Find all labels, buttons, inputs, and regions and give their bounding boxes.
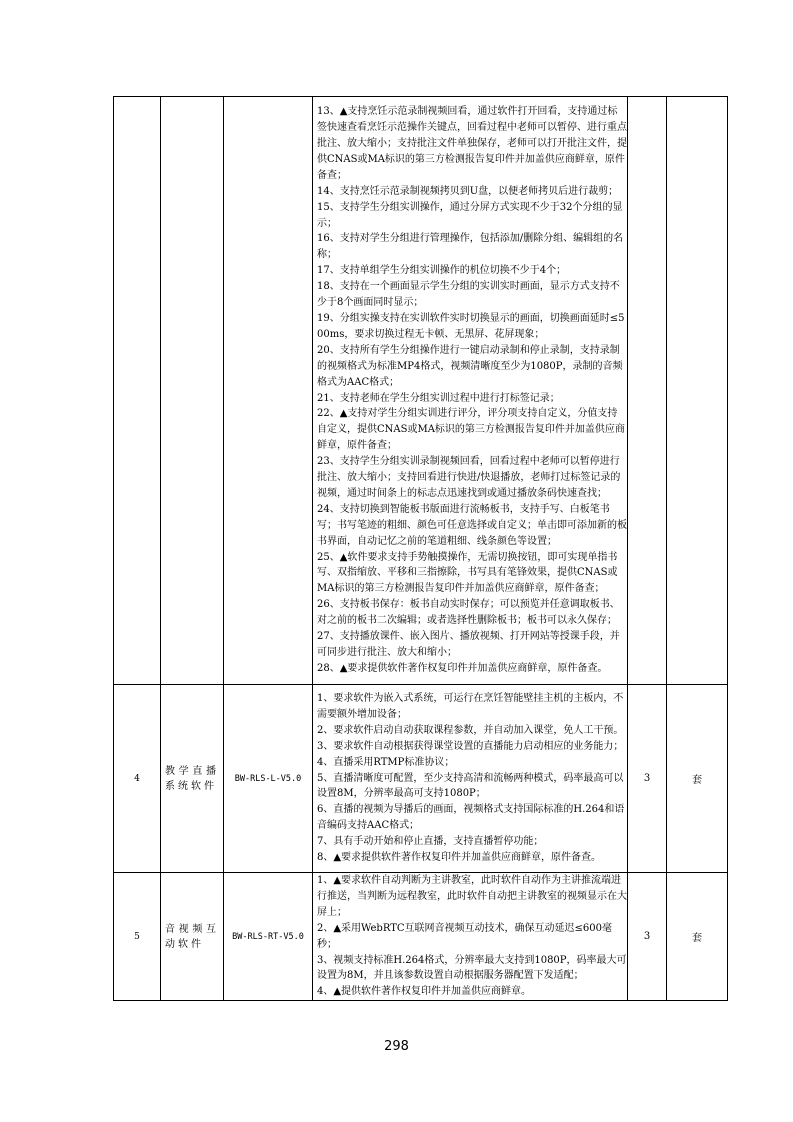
spec-line: 22、▲支持对学生分组实训进行评分，评分项支持自定义，分值支持自定义，提供CNAS或MA标识的第三方检测报告复印件并加盖供应商鲜章，原件备查；: [317, 408, 625, 452]
item-quantity-cell: [628, 97, 667, 685]
spec-line: 16、支持对学生分组进行管理操作，包括添加/删除分组、编辑组的名称；: [317, 233, 624, 261]
item-model-cell: [224, 97, 313, 685]
item-spec-cell: [313, 685, 628, 873]
table-row: [114, 97, 728, 685]
spec-line: 27、支持播放课件、嵌入图片、播放视频、打开网站等授课手段，并可同步进行批注、放大和缩小；: [317, 631, 620, 658]
item-number-cell: 4: [114, 685, 161, 873]
item-unit-cell: 套: [667, 685, 728, 873]
spec-line: 1、要求软件为嵌入式系统，可运行在烹饪智能壁挂主机的主板内，不需要额外增加设备；: [317, 693, 624, 720]
spec-line: 4、▲提供软件著作权复印件并加盖供应商鲜章。: [317, 986, 532, 998]
item-number-cell: 5: [114, 873, 161, 1001]
table-row: [114, 685, 728, 873]
item-spec-cell: [313, 873, 628, 1001]
spec-line: 14、支持烹饪示范录制视频拷贝到U盘，以便老师拷贝后进行裁剪；: [317, 185, 619, 197]
item-number-cell: [114, 97, 161, 685]
item-unit-cell: 套: [667, 873, 728, 1001]
spec-line: 8、▲要求提供软件著作权复印件并加盖供应商鲜章，原件备查。: [317, 852, 602, 864]
spec-line: 17、支持单组学生分组实训操作的机位切换不少于4个；: [317, 265, 567, 277]
spec-line: 1、▲要求软件自动判断为主讲教室，此时软件自动作为主讲推流端进行推送，当判断为远程教室，此时软件自动把主讲教室的视频显示在大屏上；: [317, 875, 627, 918]
item-unit-cell: [667, 97, 728, 685]
spec-line: 28、▲要求提供软件著作权复印件并加盖供应商鲜章，原件备查。: [317, 662, 608, 674]
item-name-cell: 音视频互动软件: [161, 873, 224, 1001]
spec-line: 3、视频支持标准H.264格式，分辨率最大支持到1080P，码率最大可设置为8M，并且该参数设置自动根据服务器配置下发适配；: [317, 954, 627, 982]
spec-line: 19、分组实操支持在实训软件实时切换显示的画面，切换画面延时≤500ms，要求切换过程无卡顿、无黑屏、花屏现象；: [317, 312, 625, 340]
spec-table: [113, 96, 728, 1001]
spec-line: 5、直播清晰度可配置，至少支持高清和流畅两种模式，码率最高可以设置8M，分辨率最高可支持1080P；: [317, 772, 624, 800]
spec-line: 6、直播的视频为导播后的画面，视频格式支持国际标准的H.264和语音编码支持AAC格式；: [317, 804, 625, 832]
spec-line: 3、要求软件自动根据获得课堂设置的直播能力启动相应的业务能力；: [317, 740, 624, 752]
page-number: 298: [384, 1039, 409, 1054]
spec-line: 4、直播采用RTMP标准协议；: [317, 756, 455, 768]
spec-line: 20、支持所有学生分组操作进行一键启动录制和停止录制，支持录制的视频格式为标准MP4格式，视频清晰度至少为1080P，录制的音频格式为AAC格式；: [317, 344, 623, 388]
item-model-cell: BW-RLS-L-V5.0: [224, 685, 313, 873]
item-name-cell: 教学直播系统软件: [161, 685, 224, 873]
spec-line: 25、▲软件要求支持手势触摸操作，无需切换按钮，即可实现单指书写、双指缩放、平移和三指擦除，书写具有笔锋效果，提供CNAS或MA标识的第三方检测报告复印件并加盖供应商鲜章，原件备查；: [317, 551, 618, 595]
item-spec-cell: [313, 97, 628, 685]
item-model-cell: BW-RLS-RT-V5.0: [224, 873, 313, 1001]
item-name-cell: [161, 97, 224, 685]
spec-line: 15、支持学生分组实训操作，通过分屏方式实现不少于32个分组的显示；: [317, 201, 623, 229]
spec-line: 24、支持切换到智能板书版面进行流畅板书，支持手写、白板笔书写；书写笔迹的粗细、颜色可任意选择或自定义；单击即可添加新的板书界面，自动记忆之前的笔道粗细、线条颜色等设置；: [317, 503, 627, 547]
spec-line: 21、支持老师在学生分组实训过程中进行打标签记录；: [317, 392, 560, 404]
spec-line: 2、要求软件启动自动获取课程参数，并自动加入课堂，免人工干预。: [317, 724, 624, 736]
table-row: [114, 873, 728, 1001]
spec-table-body: [114, 97, 728, 1001]
item-quantity-cell: 3: [628, 873, 667, 1001]
spec-line: 13、▲支持烹饪示范录制视频回看，通过软件打开回看，支持通过标签快速查看烹饪示范操作关键点，回看过程中老师可以暂停、进行重点批注、放大缩小；支持批注文件单独保存，老师可以打开批注文件，提供CNAS或MA标识的第三方检测报告复印件并加盖供应商鲜章，原件备查；: [317, 106, 627, 181]
spec-line: 26、支持板书保存：板书自动实时保存；可以预览并任意调取板书、对之前的板书二次编辑；或者选择性删除板书；板书可以永久保存；: [317, 599, 620, 627]
item-quantity-cell: 3: [628, 685, 667, 873]
spec-line: 7、具有手动开始和停止直播，支持直播暂停功能；: [317, 836, 544, 848]
spec-line: 23、支持学生分组实训录制视频回看，回看过程中老师可以暂停进行批注、放大缩小；支持回看进行快进/快退播放，老师打过标签记录的视频，通过时间条上的标志点迅速找到或通过播放条码快速查找；: [317, 456, 621, 499]
spec-line: 2、▲采用WebRTC互联网音视频互动技术，确保互动延迟≤600毫秒；: [317, 922, 612, 950]
spec-line: 18、支持在一个画面显示学生分组的实训实时画面，显示方式支持不少于8个画面同时显示；: [317, 281, 620, 309]
